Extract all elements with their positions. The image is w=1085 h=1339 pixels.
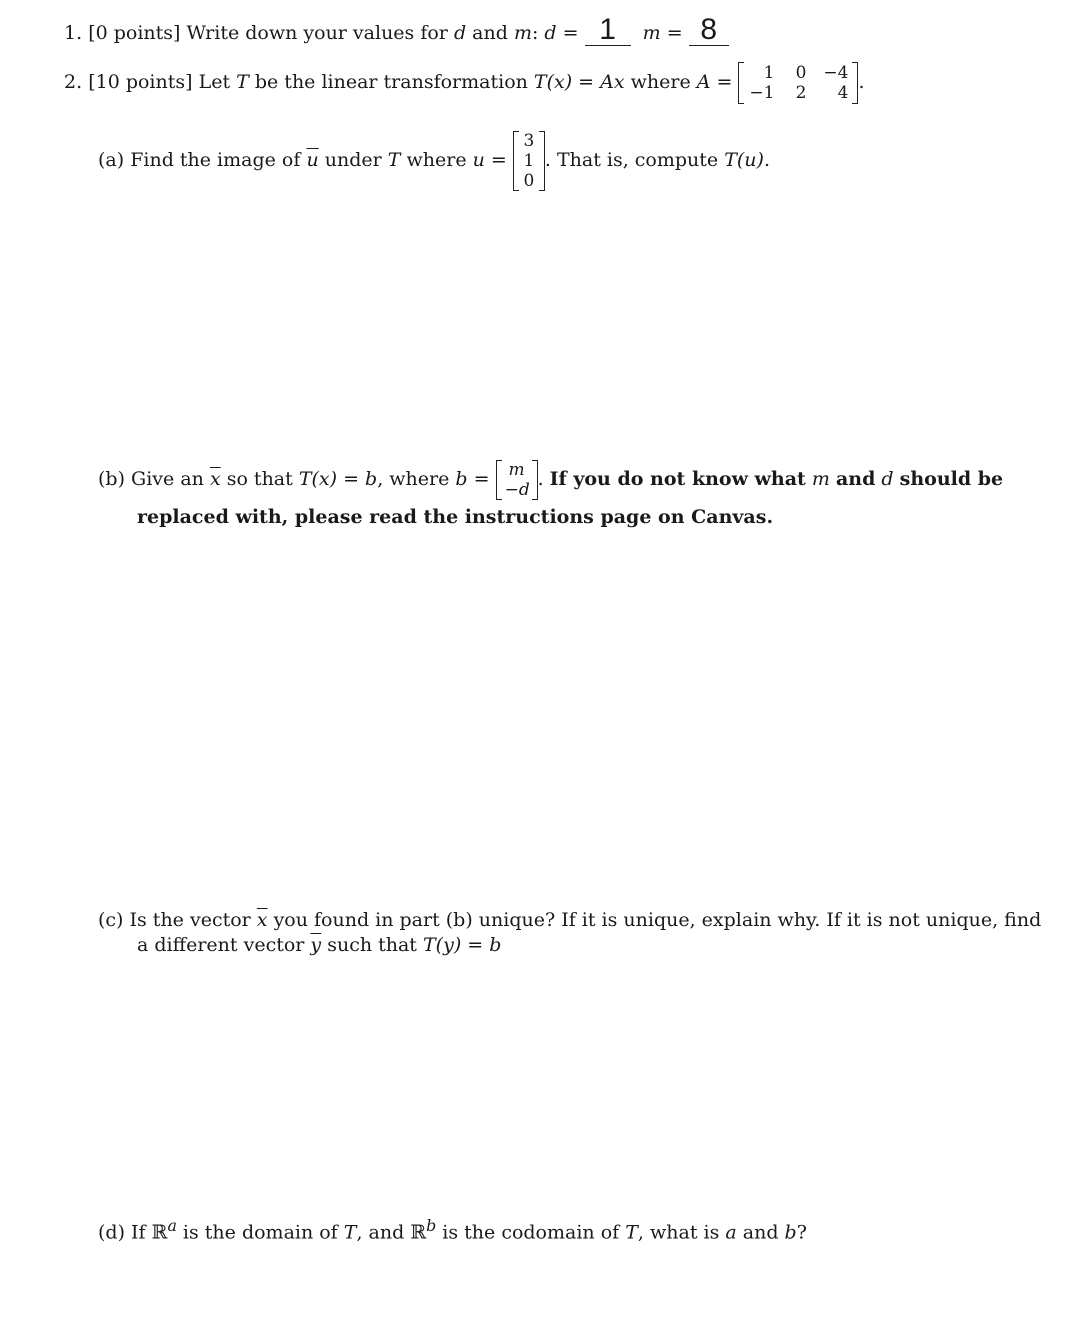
question-1: 1. [0 points] Write down your values for d and m: d = 1 m = 8 [64, 18, 729, 46]
question-2-number: 2. [64, 71, 83, 93]
part-b-label: (b) [98, 468, 125, 490]
vector-u [513, 131, 545, 191]
part-b-note: replaced with, please read the instructions page on Canvas. [137, 506, 774, 528]
vector-b-cell: −d [504, 480, 530, 500]
part-a-label: (a) [98, 149, 125, 171]
transformation-formula: T(x) = Ax [533, 71, 625, 93]
vector-u-cell: 1 [523, 151, 535, 171]
matrix-A [738, 62, 858, 104]
matrix-A-cell: −4 [823, 63, 849, 83]
vector-b [496, 460, 538, 500]
matrix-A-cell: −1 [749, 83, 775, 103]
vector-b-cell: m [508, 460, 525, 480]
matrix-A-cell: 0 [795, 63, 807, 83]
part-d-label: (d) [98, 1221, 125, 1244]
d-value-field[interactable] [585, 13, 631, 46]
question-2-points: [10 points] [88, 71, 193, 93]
m-value: 8 [700, 13, 718, 46]
question-1-points: [0 points] [88, 22, 181, 44]
vector-u-cell: 0 [523, 171, 535, 191]
part-a: (a) Find the image of $\overline{u}$ under T where u = 3 1 0 . That is, compute T(u). [98, 131, 770, 191]
part-c-line-2: a different vector $\overline{y}$ such that T(y) = b [137, 934, 502, 956]
question-2: 2. [10 points] Let T be the linear transformation T(x) = Ax where A = 1 0 −4 −1 2 4 . [64, 63, 865, 103]
part-c-label: (c) [98, 909, 124, 931]
part-d: (d) If ℝ$^a$ is the domain of T, and ℝ$^b$ is the codomain of T, what is a and b? [98, 1216, 807, 1244]
matrix-A-cell: 2 [795, 83, 807, 103]
vector-u-cell: 3 [523, 131, 535, 151]
matrix-A-cell: 4 [837, 83, 849, 103]
m-value-field[interactable] [689, 13, 729, 46]
matrix-A-cell: 1 [763, 63, 775, 83]
d-value: 1 [599, 13, 616, 46]
part-c: (c) Is the vector $\overline{x}$ you found in part (b) unique? If it is unique, explain why. If it is not unique, find [98, 909, 1042, 931]
question-1-number: 1. [64, 22, 83, 44]
part-b: (b) Give an $\overline{x}$ so that T(x) = b, where b = m −d . If you do not know what m and d should be [98, 460, 1004, 500]
